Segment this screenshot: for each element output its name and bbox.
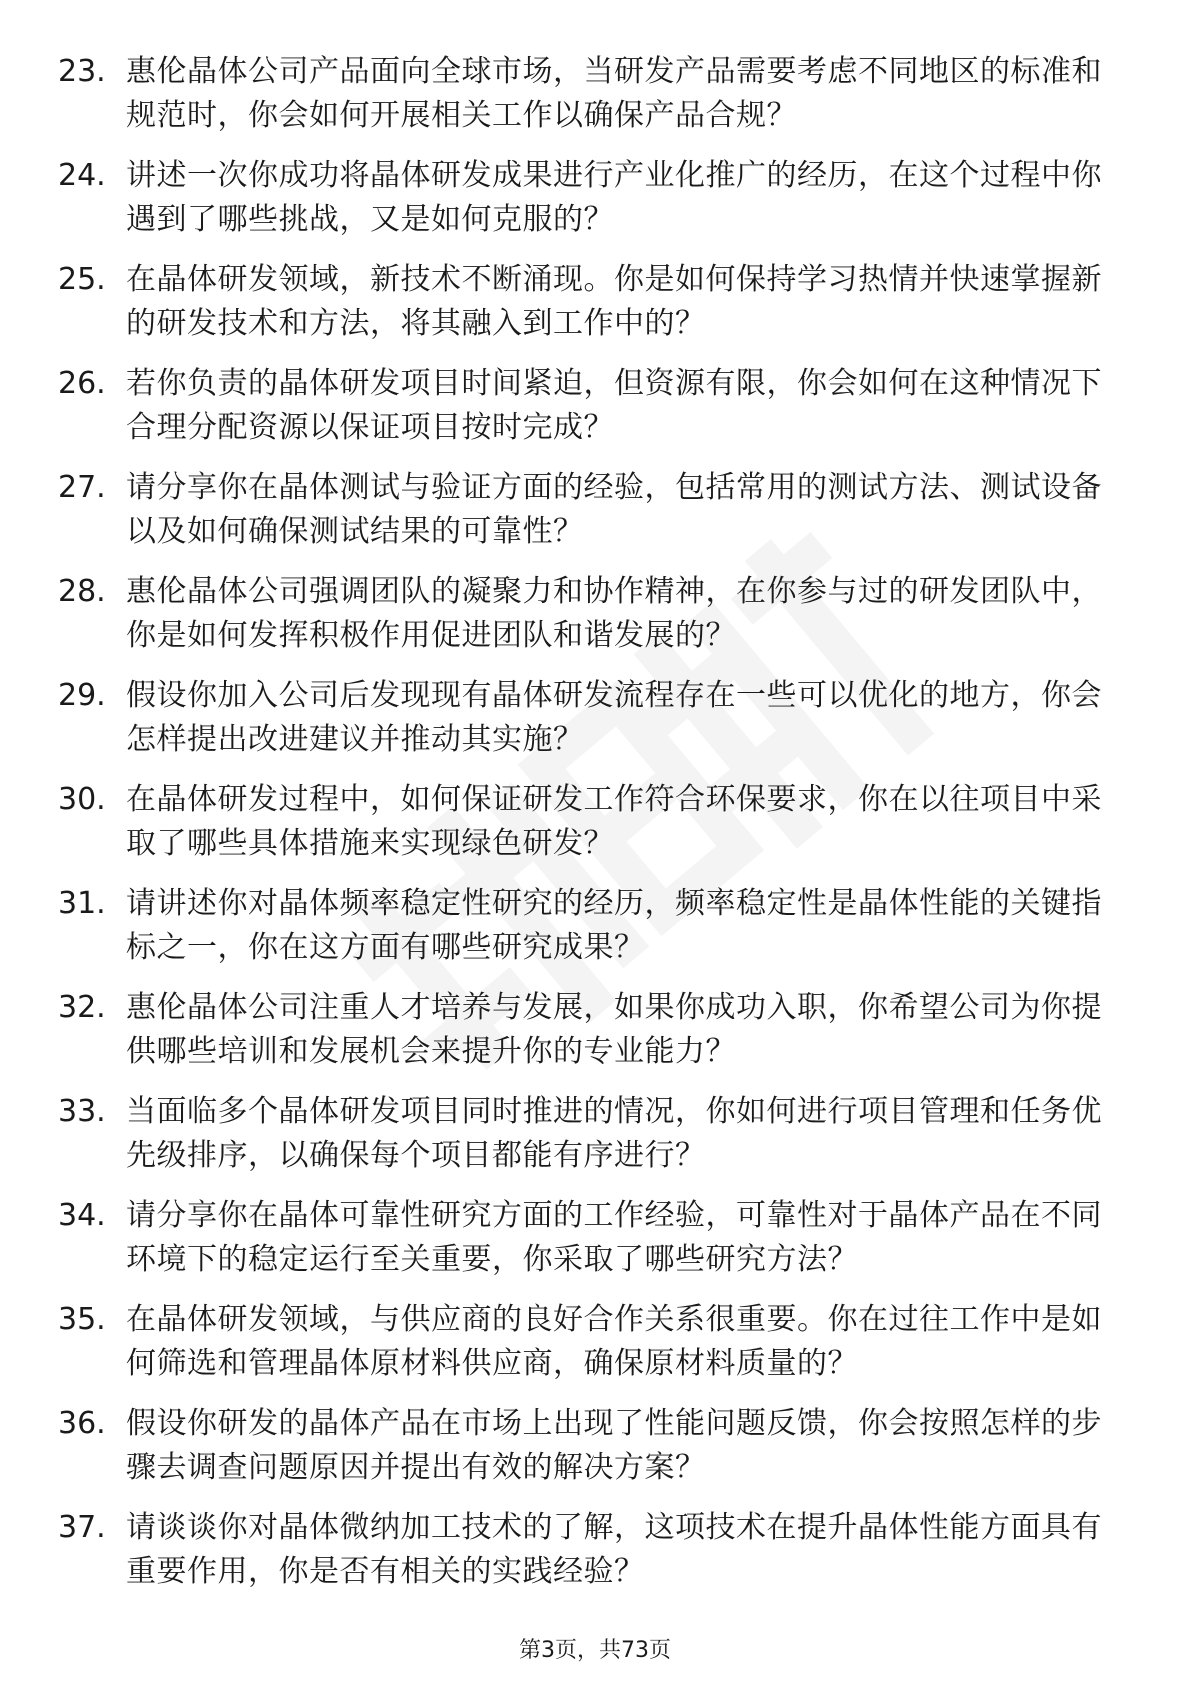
- question-item: [58, 258, 1118, 362]
- question-text: 若你负责的晶体研发项目时间紧迫，但资源有限，你会如何在这种情况下合理分配资源以保证项目按时完成？: [126, 366, 1102, 445]
- question-item: [58, 466, 1118, 570]
- question-item: [58, 362, 1118, 466]
- question-text: 惠伦晶体公司强调团队的凝聚力和协作精神，在你参与过的研发团队中，你是如何发挥积极作用促进团队和谐发展的？: [126, 574, 1102, 653]
- question-text: 当面临多个晶体研发项目同时推进的情况，你如何进行项目管理和任务优先级排序，以确保每个项目都能有序进行？: [126, 1094, 1102, 1173]
- question-text: 假设你加入公司后发现现有晶体研发流程存在一些可以优化的地方，你会怎样提出改进建议并推动其实施？: [126, 678, 1102, 757]
- question-item: [58, 570, 1118, 674]
- question-text: 在晶体研发领域，新技术不断涌现。你是如何保持学习热情并快速掌握新的研发技术和方法，将其融入到工作中的？: [126, 262, 1102, 341]
- question-number: 31.: [58, 886, 106, 921]
- question-item: [58, 778, 1118, 882]
- question-text: 请谈谈你对晶体微纳加工技术的了解，这项技术在提升晶体性能方面具有重要作用，你是否有相关的实践经验？: [126, 1510, 1102, 1589]
- question-item: [58, 1194, 1118, 1298]
- question-number: 33.: [58, 1094, 106, 1129]
- question-number: 23.: [58, 54, 106, 89]
- page-footer: [0, 1636, 1190, 1666]
- question-item: [58, 674, 1118, 778]
- question-item: [58, 1298, 1118, 1402]
- question-number: 37.: [58, 1510, 106, 1545]
- question-text: 惠伦晶体公司注重人才培养与发展，如果你成功入职，你希望公司为你提供哪些培训和发展机会来提升你的专业能力？: [126, 990, 1102, 1069]
- question-item: [58, 882, 1118, 986]
- question-item: [58, 1090, 1118, 1194]
- question-item: [58, 986, 1118, 1090]
- question-list: [58, 50, 1118, 1610]
- question-text: 在晶体研发过程中，如何保证研发工作符合环保要求，你在以往项目中采取了哪些具体措施来实现绿色研发？: [126, 782, 1102, 861]
- question-item: [58, 50, 1118, 154]
- question-number: 36.: [58, 1406, 106, 1441]
- question-number: 27.: [58, 470, 106, 505]
- question-number: 25.: [58, 262, 106, 297]
- question-item: [58, 1506, 1118, 1610]
- question-item: [58, 154, 1118, 258]
- page-number-label: 第3页，共73页: [519, 1638, 671, 1663]
- question-text: 惠伦晶体公司产品面向全球市场，当研发产品需要考虑不同地区的标准和规范时，你会如何开展相关工作以确保产品合规？: [126, 54, 1102, 133]
- question-text: 假设你研发的晶体产品在市场上出现了性能问题反馈，你会按照怎样的步骤去调查问题原因并提出有效的解决方案？: [126, 1406, 1102, 1485]
- question-number: 35.: [58, 1302, 106, 1337]
- question-number: 26.: [58, 366, 106, 401]
- question-number: 28.: [58, 574, 106, 609]
- question-text: 请分享你在晶体可靠性研究方面的工作经验，可靠性对于晶体产品在不同环境下的稳定运行至关重要，你采取了哪些研究方法？: [126, 1198, 1102, 1277]
- question-item: [58, 1402, 1118, 1506]
- question-number: 30.: [58, 782, 106, 817]
- question-text: 讲述一次你成功将晶体研发成果进行产业化推广的经历，在这个过程中你遇到了哪些挑战，又是如何克服的？: [126, 158, 1102, 237]
- question-text: 请分享你在晶体测试与验证方面的经验，包括常用的测试方法、测试设备以及如何确保测试结果的可靠性？: [126, 470, 1102, 549]
- question-text: 请讲述你对晶体频率稳定性研究的经历，频率稳定性是晶体性能的关键指标之一，你在这方面有哪些研究成果？: [126, 886, 1102, 965]
- question-number: 29.: [58, 678, 106, 713]
- question-text: 在晶体研发领域，与供应商的良好合作关系很重要。你在过往工作中是如何筛选和管理晶体原材料供应商，确保原材料质量的？: [126, 1302, 1102, 1381]
- question-number: 32.: [58, 990, 106, 1025]
- question-number: 24.: [58, 158, 106, 193]
- question-number: 34.: [58, 1198, 106, 1233]
